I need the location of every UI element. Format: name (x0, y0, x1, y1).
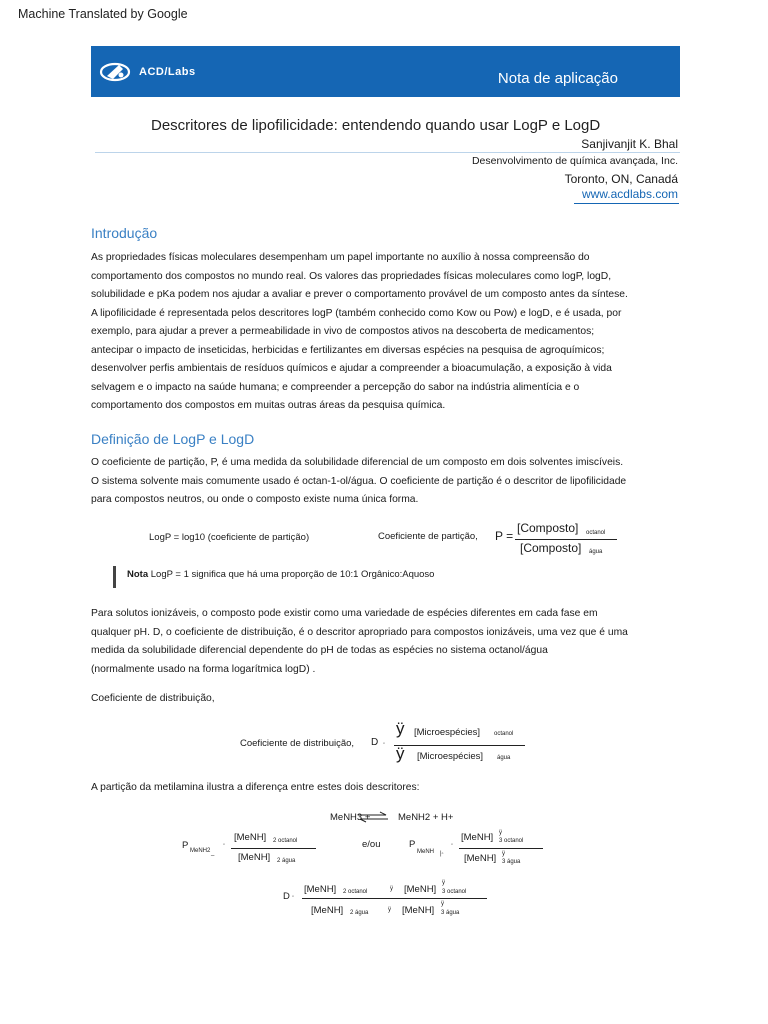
fraction-bar (302, 898, 487, 899)
section-heading-definition: Definição de LogP e LogD (91, 431, 255, 447)
denominator-compound: [Composto] (520, 541, 582, 555)
numerator-symbol: ÿ (396, 719, 405, 738)
numerator-subscript: octanol (586, 530, 606, 536)
document-title: Descritores de lipofilicidade: entendendo quando usar LogP e LogD (151, 117, 601, 134)
text-line: exemplo, para ajudar a prever a permeabilidade in vivo de compostos ativos na descoberta de medicamentos; (91, 326, 595, 337)
denominator-ion-subscript: 3 água (441, 910, 460, 916)
numerator-subscript: 2 octanol (273, 838, 298, 844)
denominator-symbol: ÿ (396, 744, 405, 763)
numerator-ion: [MeNH] (404, 884, 437, 895)
fraction-bar-2 (459, 848, 543, 849)
text-line: Coeficiente de distribuição, (91, 693, 215, 704)
p-subscript: MeNH2 (190, 848, 211, 854)
equals-marker-2: ◦ (451, 842, 454, 848)
text-line: As propriedades físicas moleculares desempenham um papel importante no auxílio à nossa compreensão do (91, 252, 590, 263)
numerator-subscript-2: 3 octanol (499, 838, 524, 844)
author-organization: Desenvolvimento de química avançada, Inc. (471, 155, 678, 167)
p-symbol: P (182, 840, 189, 851)
denominator-subscript-2: 3 água (502, 859, 521, 865)
text-line: comportamento dos compostos no mundo real. Os valores das propriedades físicas moleculares como logP, logD, (91, 270, 612, 282)
header-banner (91, 46, 680, 97)
denominator-subscript: água (497, 755, 511, 761)
numerator-menh: [MeNH] (234, 832, 267, 843)
p-symbol: P = (495, 529, 514, 543)
text-line: medida da solubilidade diferencial dependente do pH de todas as espécies no sistema octanol/água (91, 645, 548, 656)
author-location: Toronto, ON, Canadá (564, 172, 678, 186)
title-rule (95, 152, 680, 153)
p-subscript-2: MeNH (417, 849, 435, 855)
numerator-ion-superscript: ÿ (442, 880, 445, 886)
equilibrium-arrow-icon (356, 811, 390, 823)
reactant: MeNH3 + (330, 812, 371, 823)
numerator-compound: [Composto] (517, 521, 579, 535)
numerator-menh-2: [MeNH] (461, 832, 494, 843)
distribution-coefficient-label: Coeficiente de distribuição, (240, 738, 355, 749)
denominator-neutral-subscript: 2 água (350, 910, 369, 916)
product: MeNH2 + H+ (398, 812, 454, 823)
definition-paragraph (91, 454, 691, 510)
ionizable-paragraph (91, 605, 691, 679)
text-line: comportamento dos compostos em muitas outras áreas da pesquisa química. (91, 400, 446, 411)
denominator-ion: [MeNH] (402, 905, 435, 916)
denominator-superscript-2: ÿ (502, 851, 505, 857)
methylamine-intro (91, 779, 691, 798)
numerator-ion-subscript: 3 octanol (442, 889, 467, 895)
numerator-subscript: octanol (494, 731, 514, 737)
acdlabs-logo-icon (99, 61, 133, 83)
text-line: (normalmente usado na forma logarítmica logD) . (91, 663, 316, 675)
fraction-bar (515, 539, 617, 540)
introduction-paragraph (91, 249, 691, 416)
acdlabs-logo (99, 59, 196, 85)
section-heading-introduction: Introdução (91, 225, 158, 241)
denominator-subscript: água (589, 549, 603, 555)
denominator-neutral: [MeNH] (311, 905, 344, 916)
text-line: A partição da metilamina ilustra a diferença entre estes dois descritores: (91, 782, 420, 793)
numerator-neutral-subscript: 2 octanol (343, 889, 368, 895)
or-text: e/ou (362, 839, 381, 850)
text-line: Para solutos ionizáveis, o composto pode existir como uma variedade de espécies diferentes em cada fase em (91, 608, 598, 619)
fraction-bar (394, 745, 525, 746)
text-line: O coeficiente de partição, P, é uma medida da solubilidade diferencial de um composto em dois solventes imiscíveis. (91, 457, 624, 468)
machine-translation-notice: Machine Translated by Google (18, 7, 188, 21)
denominator-ion-superscript: ÿ (441, 901, 444, 907)
author-name: Sanjivanjit K. Bhal (581, 137, 678, 151)
numerator-plus-marker: ÿ (390, 886, 393, 892)
equals-marker: ◦ (223, 842, 226, 848)
denominator-subscript: 2 água (277, 858, 296, 864)
text-line: para compostos neutros, ou onde o composto existe numa única forma. (91, 494, 419, 505)
note-bar (113, 566, 116, 588)
note-label: Nota (127, 569, 149, 580)
text-line: selvagem e o impacto na saúde humana; e compreender a percepção do sabor na indústria alimentícia e o (91, 381, 580, 393)
link-underline (574, 203, 679, 204)
note-text: LogP = 1 significa que há uma proporção de 10:1 Orgânico:Aquoso (148, 569, 435, 580)
denominator-menh: [MeNH] (238, 852, 271, 863)
denominator-menh-2: [MeNH] (464, 853, 497, 864)
p-symbol-2: P (409, 839, 416, 850)
numerator-neutral: [MeNH] (304, 884, 337, 895)
distribution-label (91, 690, 691, 709)
website-link[interactable]: www.acdlabs.com (581, 187, 678, 201)
numerator-superscript-2: ÿ (499, 830, 502, 836)
fraction-bar (231, 848, 316, 849)
text-line: antecipar o impacto de inseticidas, herbicidas e fertilizantes em diversas espécies na pesquisa de agroquímicos; (91, 344, 605, 356)
equals-marker: ◦ (292, 894, 295, 900)
logp-definition: LogP = log10 (coeficiente de partição) (149, 532, 310, 543)
d-symbol: D (283, 891, 290, 902)
partition-coefficient-label: Coeficiente de partição, (378, 531, 478, 542)
d-symbol: D (371, 737, 379, 748)
application-note-label: Nota de aplicação (497, 70, 618, 87)
text-line: qualquer pH. D, o coeficiente de distribuição, é o descritor apropriado para compostos ionizáveis, uma vez que é uma (91, 626, 628, 638)
text-line: solubilidade e pKa podem nos ajudar a avaliar e prever o comportamento provável de um composto antes da síntese. (91, 289, 628, 300)
p-subscript-mark-2: |◦ (440, 851, 444, 857)
denominator-microspecies: [Microespécies] (417, 751, 483, 762)
denominator-plus-marker: ÿ (388, 907, 391, 913)
text-line: A lipofilicidade é representada pelos descritores logP (também conhecido como Kow ou Pow) e logD, e é usada, por (91, 307, 622, 319)
equals-marker: ◦ (383, 741, 386, 747)
numerator-microspecies: [Microespécies] (414, 727, 480, 738)
text-line: O sistema solvente mais comumente usado é octan-1-ol/água. O coeficiente de partição é o descritor de lipofilicidade (91, 475, 627, 487)
text-line: desenvolver perfis ambientais de resíduos químicos e ajudar a compreender a bioacumulação, a exposição à vida (91, 363, 612, 374)
p-subscript-mark: _ (211, 850, 215, 856)
logo-text: ACD/Labs (139, 66, 196, 78)
note (127, 569, 434, 580)
